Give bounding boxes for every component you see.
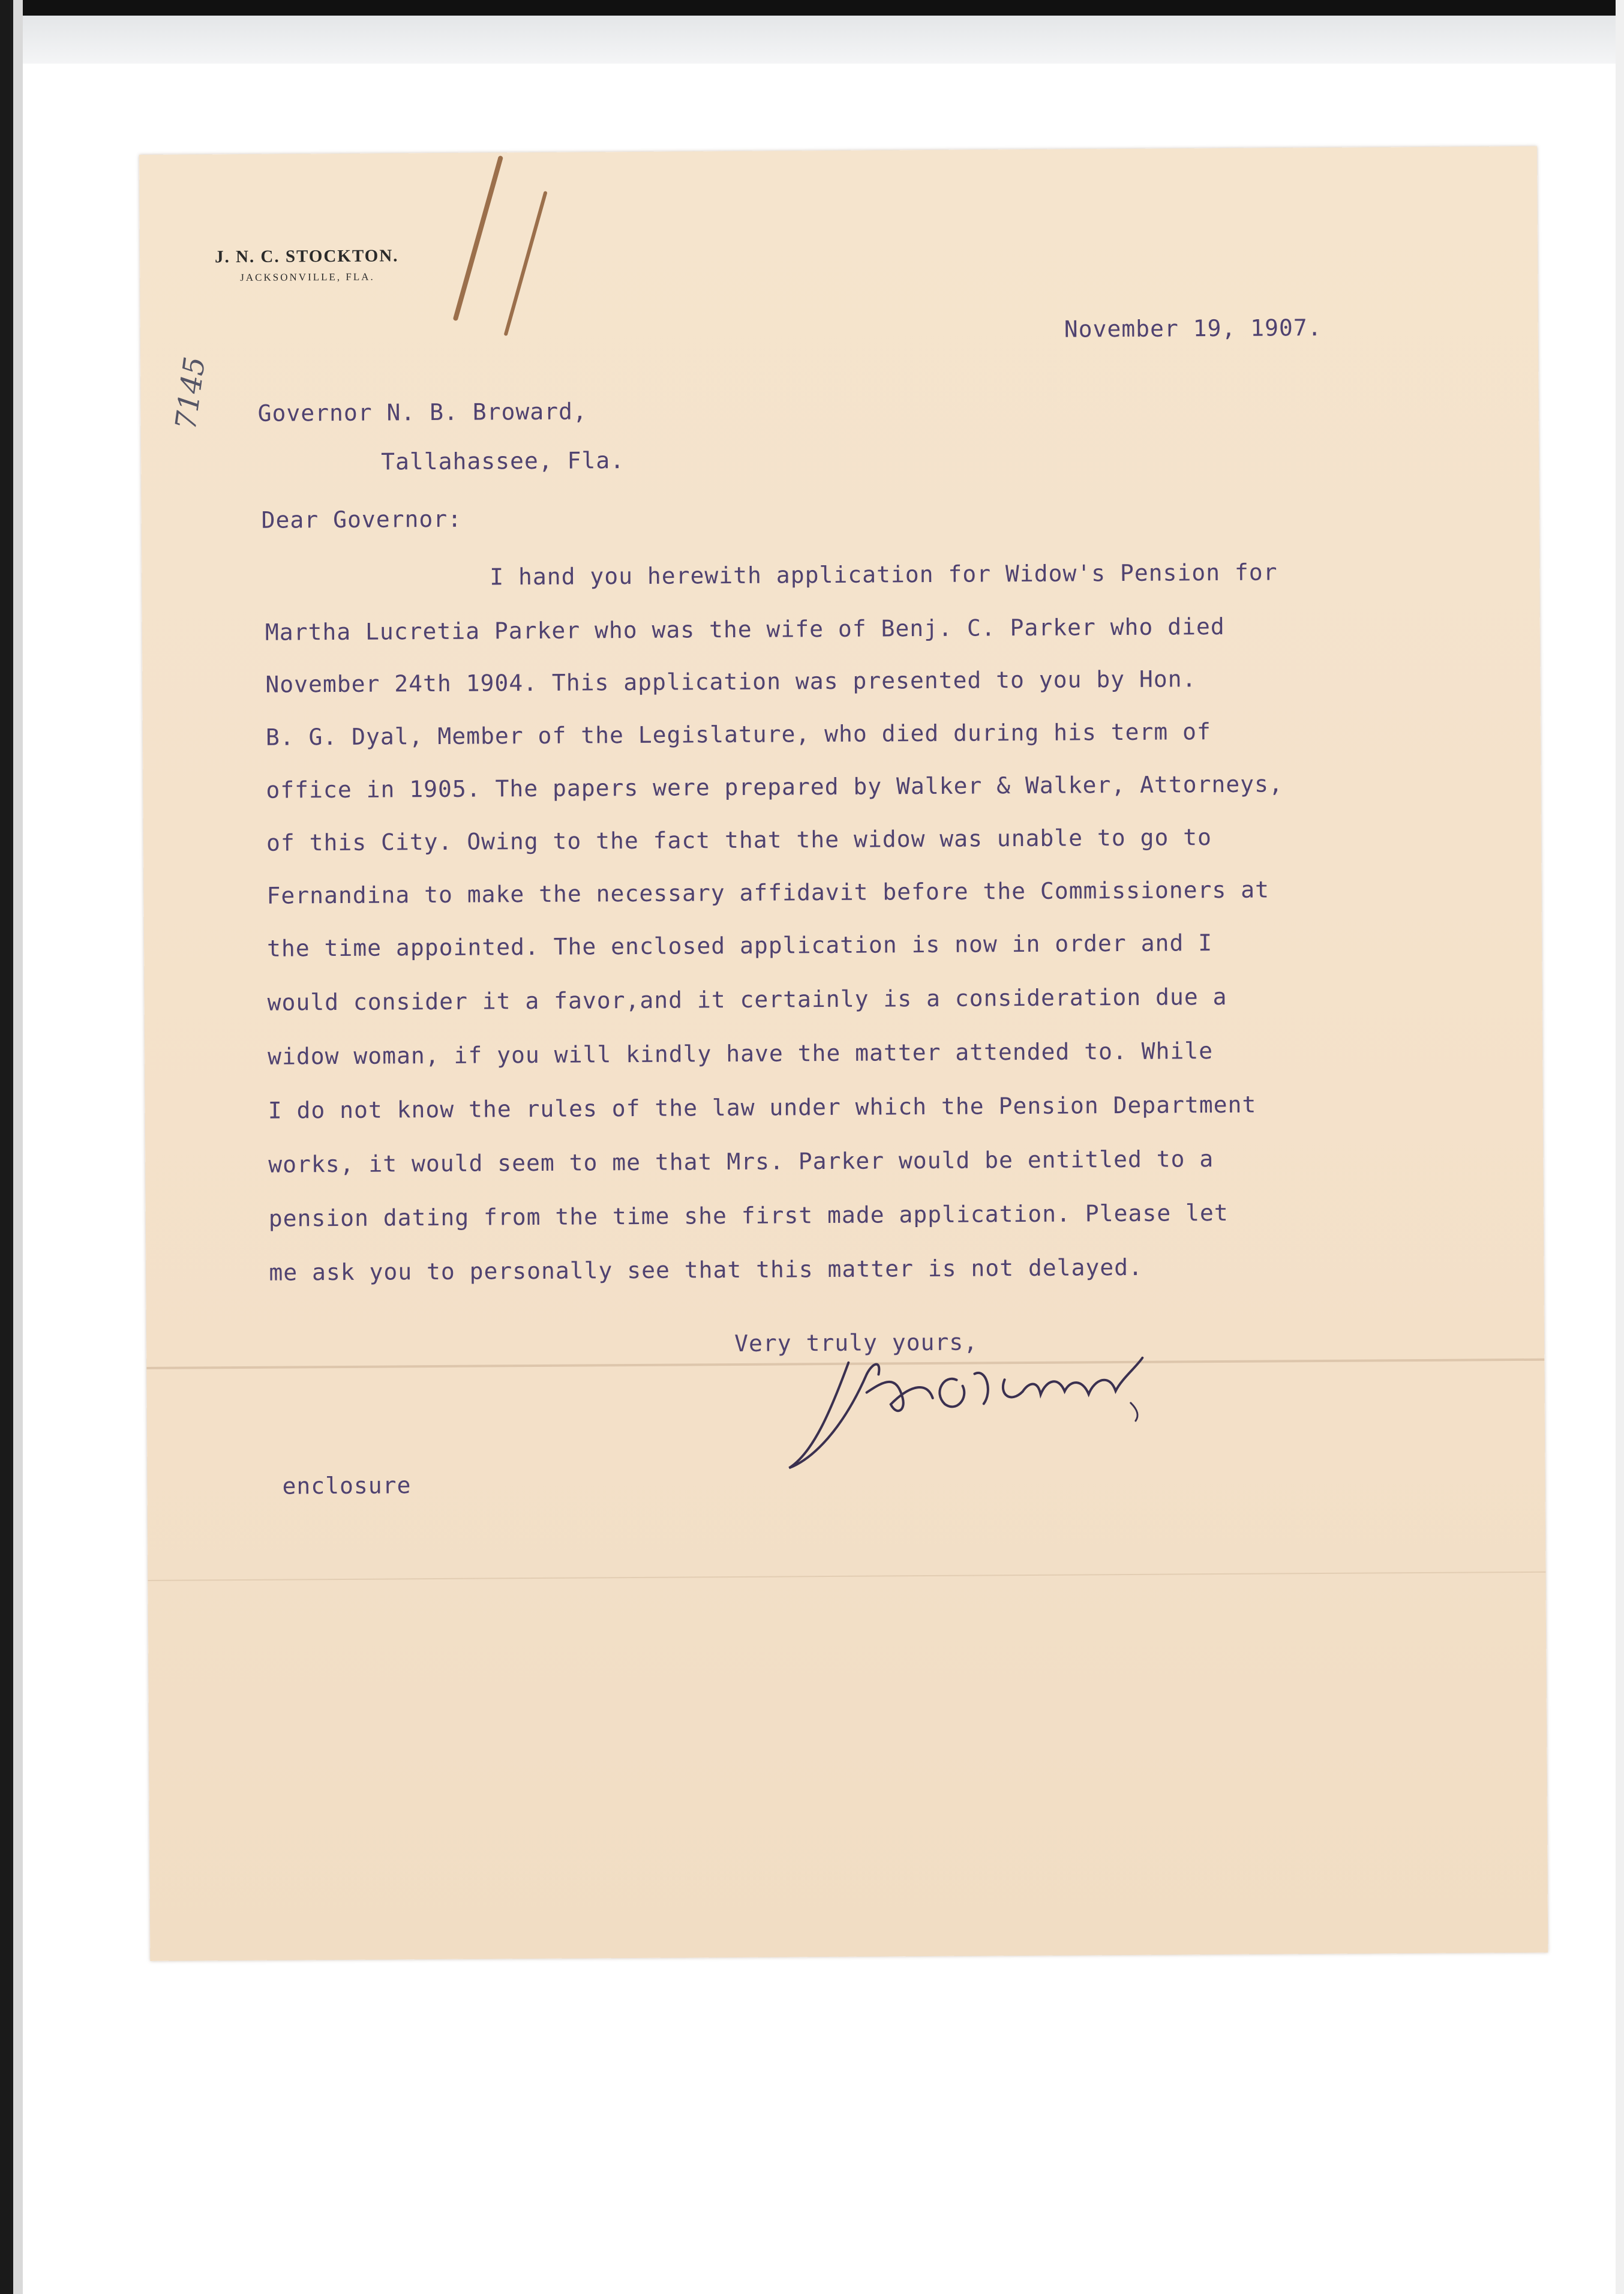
body-line: I do not know the rules of the law under which the Pension Department [268, 1091, 1257, 1124]
ink-mark [504, 191, 548, 336]
body-line: the time appointed. The enclosed application is now in order and I [266, 929, 1213, 962]
body-line: would consider it a favor,and it certainly is a consideration due a [267, 983, 1227, 1016]
body-line: of this City. Owing to the fact that the widow was unable to go to [266, 824, 1212, 856]
body-line: B. G. Dyal, Member of the Legislature, who died during his term of [265, 718, 1211, 751]
signature-image [776, 1336, 1197, 1477]
body-line: pension dating from the time she first made application. Please let [268, 1199, 1229, 1232]
recipient-location: Tallahassee, Fla. [380, 447, 625, 475]
ink-mark [453, 155, 504, 322]
enclosure-note: enclosure [282, 1472, 412, 1500]
body-line: office in 1905. The papers were prepared by Walker & Walker, Attorneys, [266, 770, 1283, 803]
margin-note: 7145 [169, 355, 212, 432]
letterhead-name: J. N. C. STOCKTON. [214, 246, 399, 267]
letterhead [215, 246, 399, 284]
scan-top-band [23, 16, 1624, 64]
closing: Very truly yours, [734, 1329, 978, 1357]
scan-frame-top [0, 0, 1624, 16]
body-line: Martha Lucretia Parker who was the wife of Benj. C. Parker who died [265, 613, 1225, 646]
body-line: widow woman, if you will kindly have the matter attended to. While [268, 1037, 1214, 1070]
body-line: works, it would seem to me that Mrs. Parker would be entitled to a [268, 1145, 1214, 1178]
letter-paper [139, 146, 1548, 1961]
letterhead-city: JACKSONVILLE, FLA. [240, 271, 375, 283]
body-line: me ask you to personally see that this matter is not delayed. [269, 1254, 1143, 1286]
scan-frame-left [0, 0, 13, 2294]
scan-right-shade [1616, 0, 1624, 2294]
scan-frame-left-inner [13, 0, 23, 2294]
body-line: Fernandina to make the necessary affidavit before the Commissioners at [266, 876, 1270, 909]
body-line: I hand you herewith application for Widow's Pension for [490, 559, 1278, 590]
body-line: November 24th 1904. This application was presented to you by Hon. [265, 665, 1197, 698]
letter-date: November 19, 1907. [1064, 314, 1322, 343]
salutation: Dear Governor: [261, 505, 463, 533]
recipient-name: Governor N. B. Broward, [257, 398, 587, 427]
fold-line [148, 1572, 1546, 1581]
